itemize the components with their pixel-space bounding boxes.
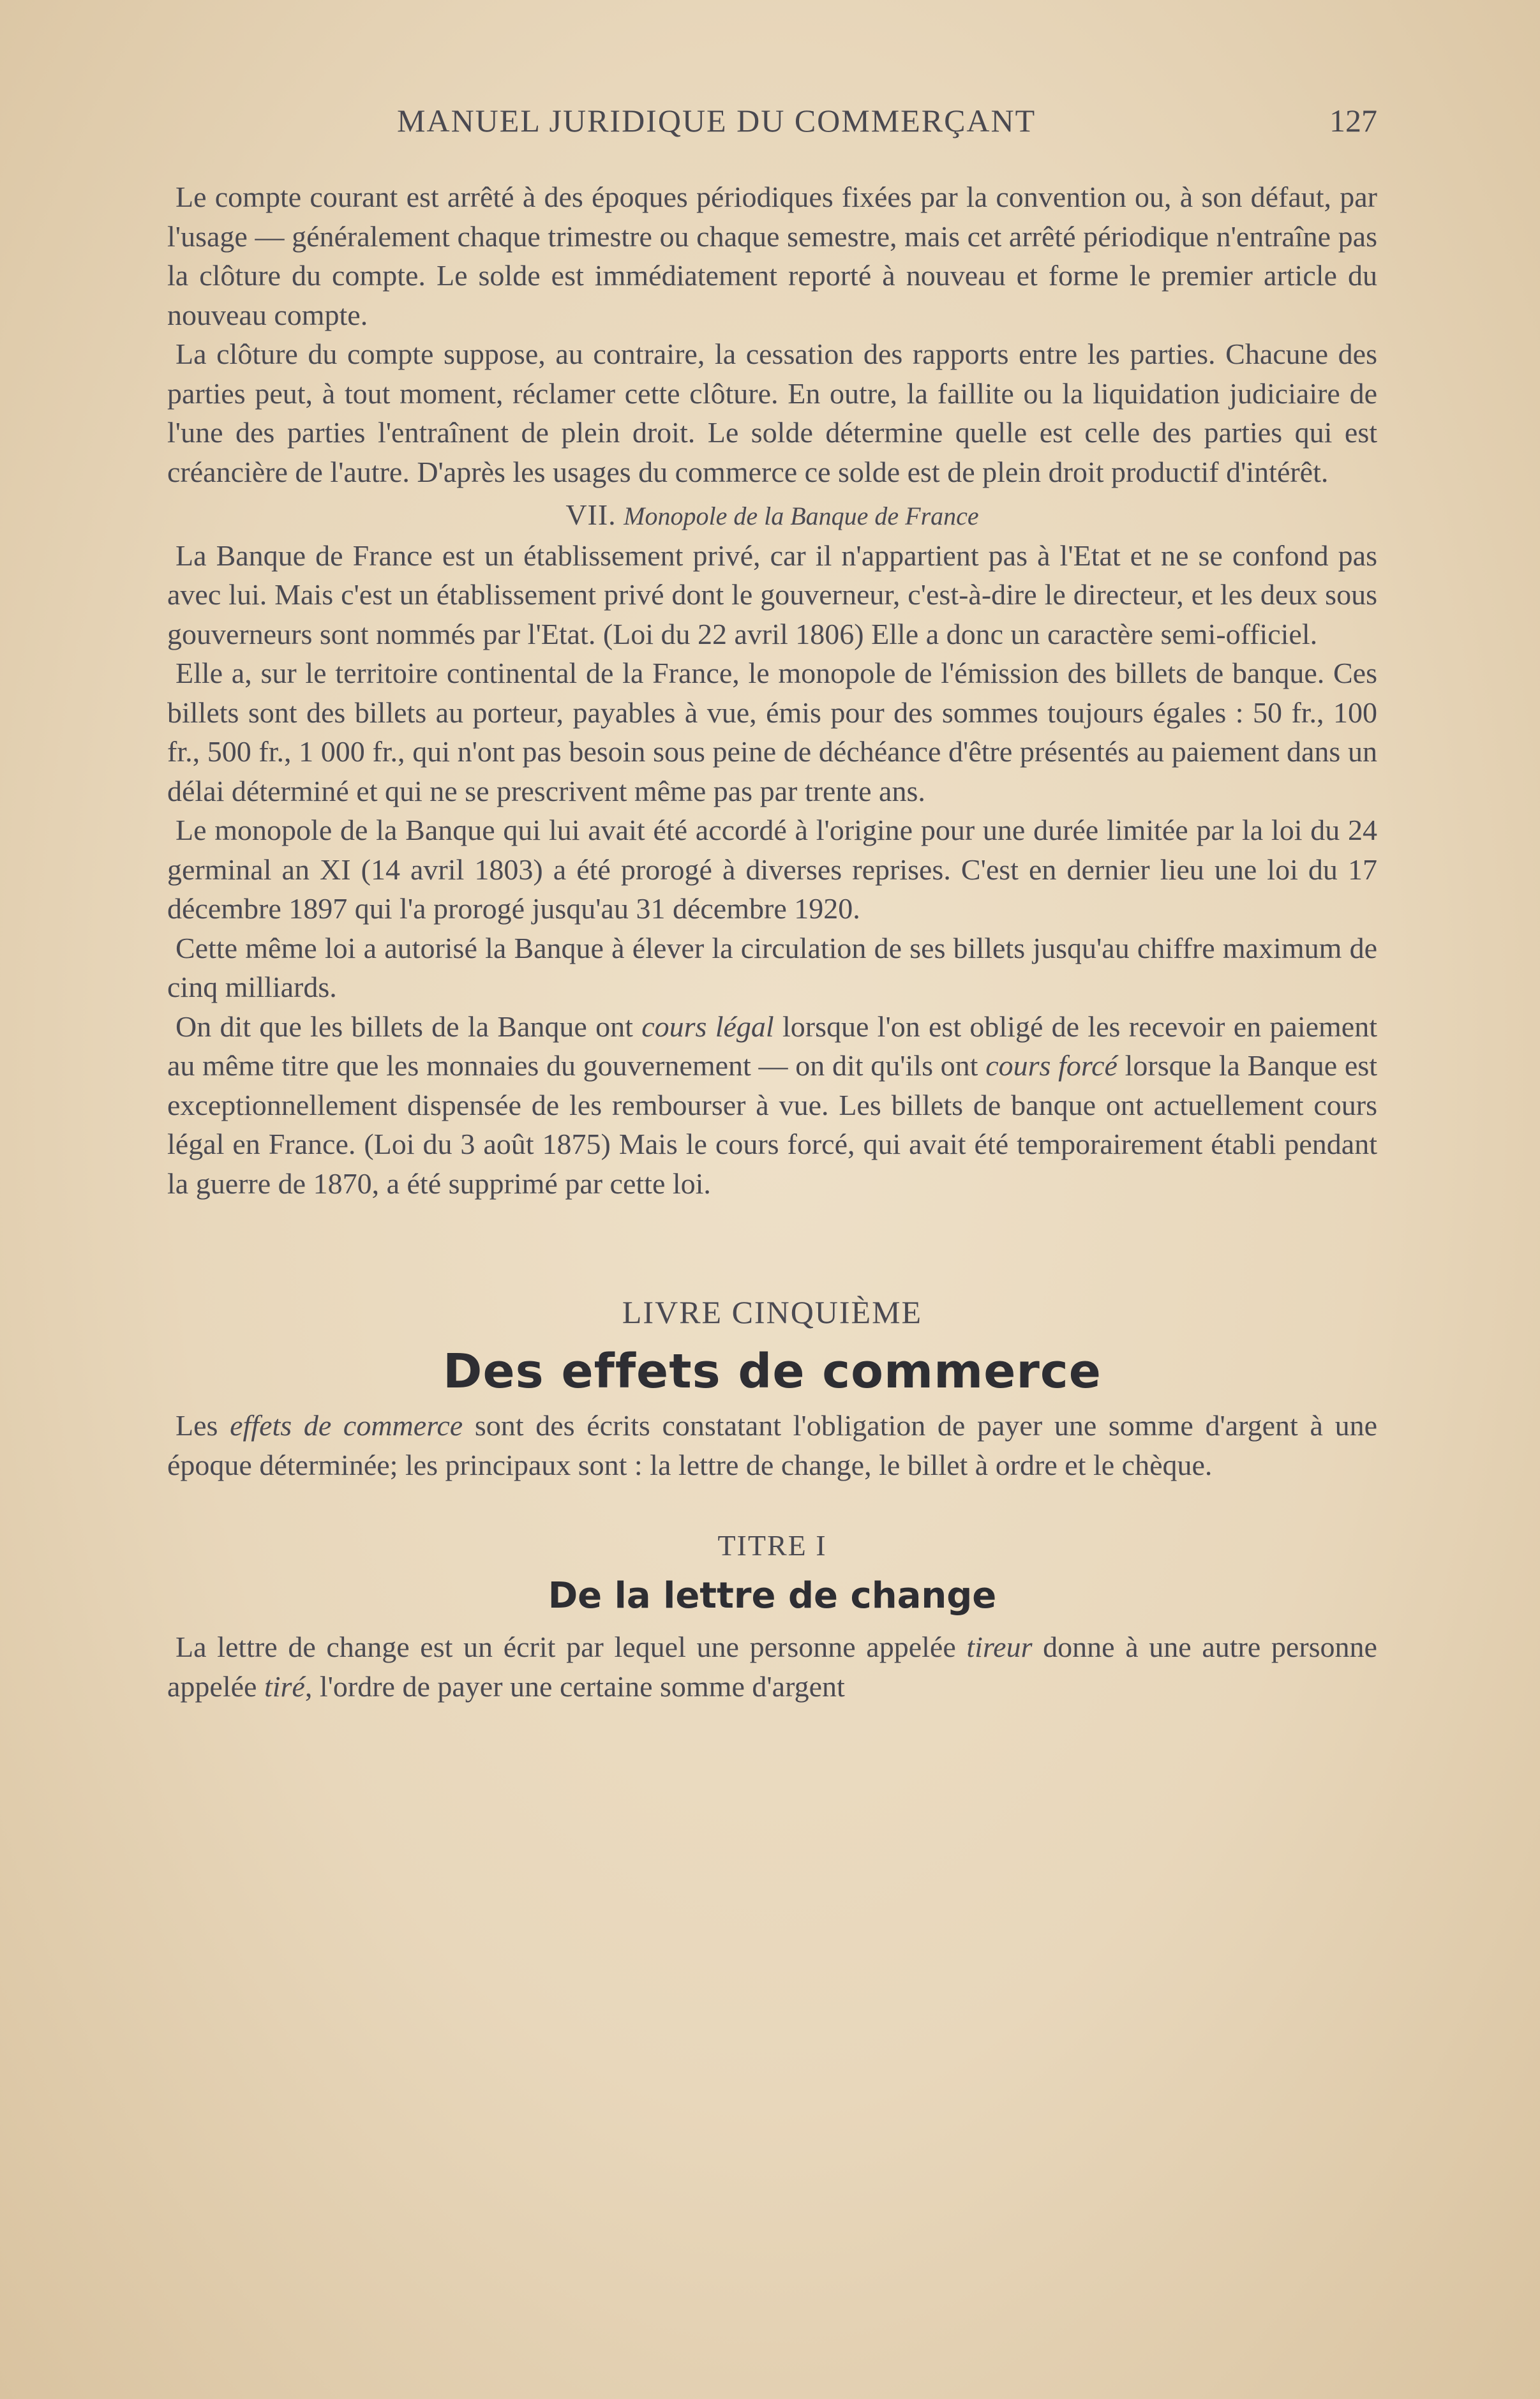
text-run: , l'ordre de payer une certaine somme d'argent	[304, 1670, 845, 1703]
text-run: On dit que les billets de la Banque ont	[176, 1010, 642, 1043]
paragraph-effets-intro	[167, 1406, 1377, 1484]
paragraph-lettre-de-change	[167, 1627, 1377, 1706]
running-head	[167, 102, 1377, 147]
text-run: donne à une autre personne appelée	[167, 1631, 1377, 1703]
text-run: lorsque l'on est obligé de les recevoir en paiement au même titre que les monnaies du gouvernement — on dit qu'ils ont	[167, 1010, 1377, 1082]
italic-term: tireur	[966, 1631, 1033, 1663]
paragraph-cloture: La clôture du compte suppose, au contraire, la cessation des rapports entre les parties. Chacune des parties peut, à tout moment, réclamer cette clôture. En outre, la faillite ou la liquidation judiciaire de l'une des parties l'entraînent de plein droit. Le solde détermine quelle est celle des parties qui est créancière de l'autre. D'après les usages du commerce ce solde est de plein droit productif d'intérêt.	[167, 338, 1377, 488]
paragraph-cours-legal	[167, 1007, 1377, 1204]
text-run: La lettre de change est un écrit par lequel une personne appelée	[176, 1631, 967, 1663]
italic-term: tiré	[264, 1670, 305, 1703]
section-heading-vii	[167, 495, 1377, 536]
paragraph-banque-privee: La Banque de France est un établissement privé, car il n'appartient pas à l'Etat et ne se confond pas avec lui. Mais c'est un établissement privé dont le gouverneur, c'est-à-dire le directeur, et les deux sous gouverneurs sont nommés par l'Etat. (Loi du 22 avril 1806) Elle a donc un caractère semi-officiel.	[167, 539, 1377, 650]
section-gap	[167, 1203, 1377, 1282]
paragraph-prorogation: Le monopole de la Banque qui lui avait été accordé à l'origine pour une durée limitée par la loi du 24 germinal an XI (14 avril 1803) a été prorogé à diverses reprises. C'est en dernier lieu une loi du 17 décembre 1897 qui l'a prorogé jusqu'au 31 décembre 1920.	[167, 814, 1377, 925]
titre-label: TITRE I	[717, 1529, 827, 1562]
italic-term: cours forcé	[985, 1049, 1118, 1082]
section-title: Monopole de la Banque de France	[624, 502, 979, 530]
italic-term: cours légal	[641, 1010, 774, 1043]
paragraph-compte-arrete: Le compte courant est arrêté à des époques périodiques fixées par la convention ou, à son défaut, par l'usage — généralement chaque trimestre ou chaque semestre, mais cet arrêté périodique n'entraîne pas la clôture du compte. Le solde est immédiatement reporté à nouveau et forme le premier article du nouveau compte.	[167, 181, 1377, 331]
paragraph-monopole-emission: Elle a, sur le territoire continental de la France, le monopole de l'émission des billets de banque. Ces billets sont des billets au porteur, payables à vue, émis pour des sommes toujours égales : 50 fr., 100 fr., 500 fr., 1 000 fr., qui n'ont pas besoin sous peine de déchéance d'être présentés au paiement dans un délai déterminé et qui ne se prescrivent même pas par trente ans.	[167, 657, 1377, 807]
italic-term: effets de commerce	[230, 1409, 463, 1442]
text-run: sont des écrits constatant l'obligation de payer une somme d'argent à une époque déterminée; les principaux sont : la lettre de change, le billet à ordre et le chèque.	[167, 1409, 1377, 1481]
text-run: lorsque la Banque est exceptionnellement dispensée de les rembourser à vue. Les billets de banque ont actuellement cours légal en France. (Loi du 3 août 1875) Mais le cours forcé, qui avait été temporairement établi pendant la guerre de 1870, a été supprimé par cette loi.	[167, 1049, 1378, 1200]
page-body	[167, 177, 1377, 1706]
titre-title: De la lettre de change	[548, 1575, 997, 1617]
text-run: Les	[176, 1409, 230, 1442]
running-title: MANUEL JURIDIQUE DU COMMERÇANT	[397, 103, 1036, 138]
paragraph-circulation: Cette même loi a autorisé la Banque à élever la circulation de ses billets jusqu'au chiffre maximum de cinq milliards.	[167, 931, 1377, 1003]
book-label: LIVRE CINQUIÈME	[622, 1294, 923, 1330]
page-number: 127	[1329, 103, 1377, 138]
section-number: VII.	[565, 498, 617, 531]
book-title: Des effets de commerce	[443, 1344, 1102, 1399]
